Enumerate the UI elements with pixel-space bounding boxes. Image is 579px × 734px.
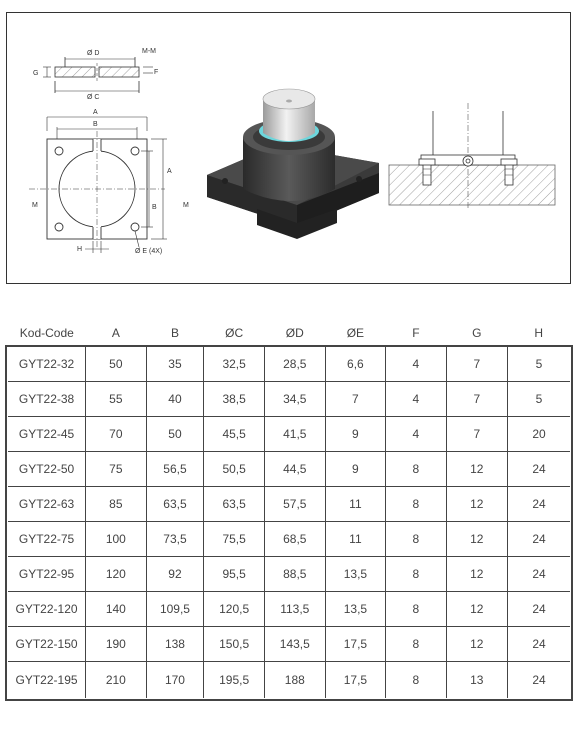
table-cell: 12 [446,627,507,662]
table-cell: 75 [86,452,147,487]
dim-od-label: Ø D [87,50,100,57]
table-cell: 7 [446,382,507,417]
table-cell: 8 [386,557,446,592]
technical-drawing-frame [6,12,571,284]
table-cell: 24 [508,627,571,662]
table-cell: 35 [146,347,204,382]
column-header: A [111,326,120,340]
table-cell: 5 [508,347,571,382]
table-cell: 73,5 [146,522,204,557]
table-cell: 12 [446,592,507,627]
table-cell-code: GYT22-38 [7,382,86,417]
table-row [7,347,571,382]
table-cell: 8 [386,627,446,662]
table-cell: 70 [86,417,147,452]
table-cell: 8 [386,592,446,627]
table-cell-code: GYT22-120 [7,592,86,627]
table-cell: 24 [508,662,571,700]
table-header-row [7,319,571,347]
table-cell: 12 [446,487,507,522]
table-cell: 17,5 [325,662,386,700]
table-cell: 32,5 [204,347,265,382]
dim-b-side-label: B [152,204,157,211]
table-cell: 7 [446,347,507,382]
table-cell: 120,5 [204,592,265,627]
table-cell: 113,5 [264,592,325,627]
table-cell: 57,5 [264,487,325,522]
table-cell: 170 [146,662,204,700]
dim-oe-label: Ø E (4X) [135,248,163,255]
table-cell: 50 [146,417,204,452]
column-header: F [412,326,420,340]
table-cell: 8 [386,487,446,522]
mounting-view [389,103,555,209]
table-row [7,452,571,487]
table-cell-code: GYT22-150 [7,627,86,662]
table-cell: 55 [86,382,147,417]
table-cell: 6,6 [325,347,386,382]
table-cell-code: GYT22-63 [7,487,86,522]
table-cell: 120 [86,557,147,592]
table-cell: 143,5 [264,627,325,662]
table-cell: 24 [508,592,571,627]
table-cell: 50 [86,347,147,382]
table-row [7,522,571,557]
dim-f-label: F [154,69,159,76]
table-cell: 63,5 [204,487,265,522]
table-cell: 11 [325,487,386,522]
table-cell-code: GYT22-45 [7,417,86,452]
section-m-left-label: M [32,202,38,209]
table-cell: 195,5 [204,662,265,700]
table-cell: 28,5 [264,347,325,382]
table-cell: 41,5 [264,417,325,452]
table-cell: 150,5 [204,627,265,662]
table-cell: 190 [86,627,147,662]
section-m-right-label: M [183,202,189,209]
table-cell: 56,5 [146,452,204,487]
table-body [7,347,571,700]
dim-b-top-label: B [93,121,98,128]
table-cell: 75,5 [204,522,265,557]
table-cell: 24 [508,452,571,487]
table-cell: 13 [446,662,507,700]
table-cell: 88,5 [264,557,325,592]
section-view [43,57,153,93]
table-cell: 4 [386,382,446,417]
table-cell-code: GYT22-32 [7,347,86,382]
table-row [7,382,571,417]
table-cell: 4 [386,347,446,382]
table-cell: 50,5 [204,452,265,487]
table-row [7,627,571,662]
table-cell: 7 [325,382,386,417]
dim-oc-label: Ø C [87,94,100,101]
column-header: ØC [225,326,244,340]
column-header: ØE [346,326,365,340]
dim-a-top-label: A [93,109,98,116]
table-cell-code: GYT22-75 [7,522,86,557]
plan-view [29,117,167,253]
section-label: M-M [142,48,156,55]
table-cell: 188 [264,662,325,700]
spec-table [6,318,572,700]
table-cell: 24 [508,487,571,522]
table-cell: 12 [446,522,507,557]
table-cell: 210 [86,662,147,700]
column-header: B [170,326,179,340]
table-cell: 13,5 [325,592,386,627]
table-cell-code: GYT22-195 [7,662,86,700]
table-cell: 8 [386,522,446,557]
table-cell: 38,5 [204,382,265,417]
table-cell: 40 [146,382,204,417]
table-cell: 8 [386,452,446,487]
table-cell: 138 [146,627,204,662]
table-cell: 4 [386,417,446,452]
table-cell: 109,5 [146,592,204,627]
dim-a-side-label: A [167,168,172,175]
column-header: H [534,326,544,340]
column-header: ØD [285,326,304,340]
table-cell-code: GYT22-50 [7,452,86,487]
table-cell: 100 [86,522,147,557]
table-row [7,592,571,627]
table-cell: 85 [86,487,147,522]
table-cell: 13,5 [325,557,386,592]
table-cell: 92 [146,557,204,592]
table-cell-code: GYT22-95 [7,557,86,592]
table-cell: 12 [446,452,507,487]
table-row [7,662,571,700]
table-cell: 140 [86,592,147,627]
table-cell: 63,5 [146,487,204,522]
table-row [7,557,571,592]
table-cell: 9 [325,452,386,487]
table-cell: 12 [446,557,507,592]
table-cell: 5 [508,382,571,417]
table-row [7,487,571,522]
table-cell: 24 [508,522,571,557]
column-header: Kod-Code [19,326,74,340]
table-cell: 20 [508,417,571,452]
table-cell: 8 [386,662,446,700]
technical-drawing [7,13,572,285]
table-cell: 44,5 [264,452,325,487]
table-row [7,417,571,452]
table-cell: 95,5 [204,557,265,592]
table-cell: 7 [446,417,507,452]
table-cell: 17,5 [325,627,386,662]
table-cell: 68,5 [264,522,325,557]
dim-h-label: H [77,246,83,253]
table-cell: 34,5 [264,382,325,417]
product-render [207,89,379,239]
dim-g-label: G [33,70,39,77]
table-cell: 9 [325,417,386,452]
column-header: G [472,326,482,340]
table-cell: 45,5 [204,417,265,452]
table-cell: 11 [325,522,386,557]
table-cell: 24 [508,557,571,592]
